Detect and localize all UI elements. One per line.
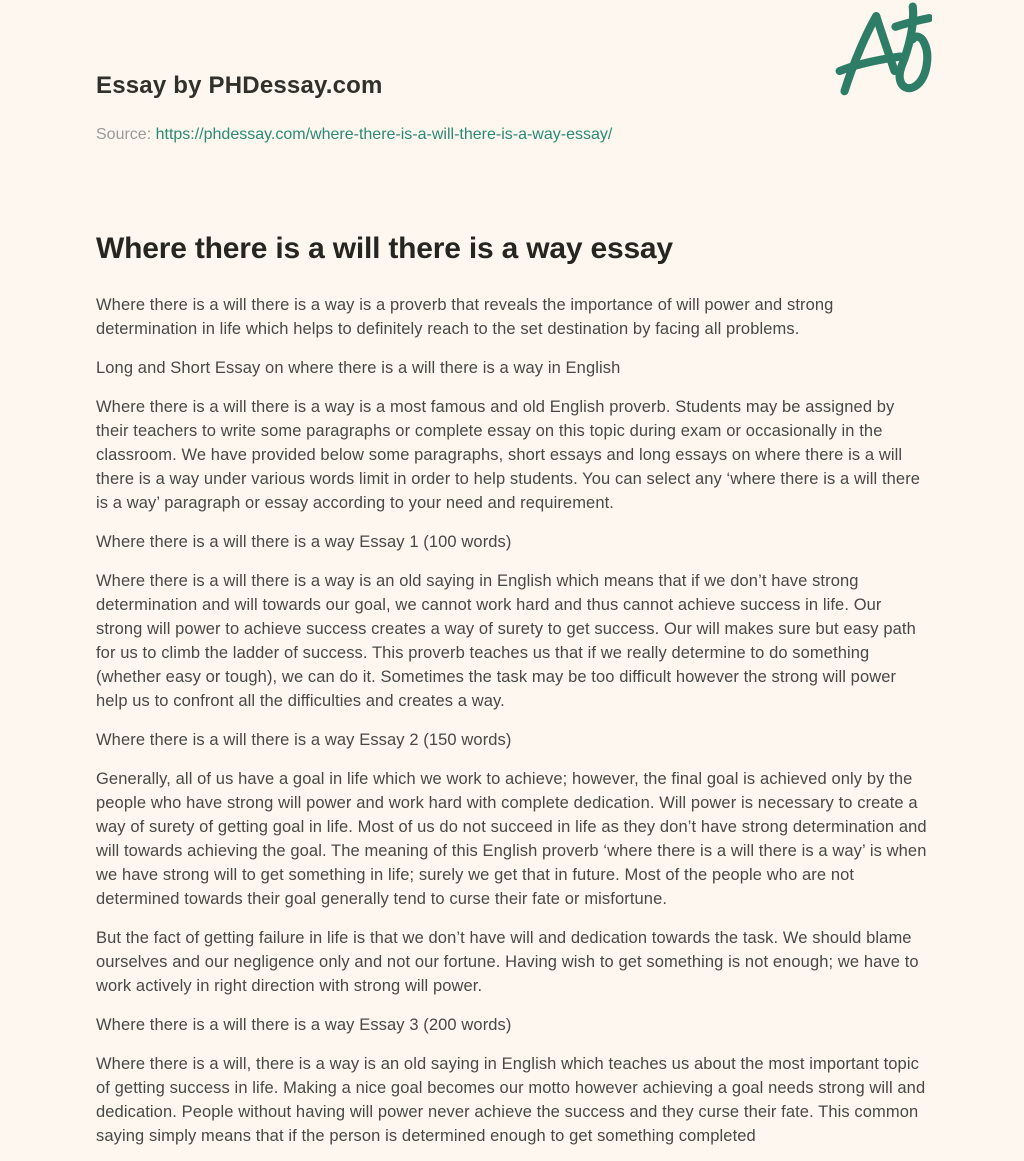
- article-paragraph: Where there is a will, there is a way is an old saying in English which teaches us about the most important topic of getting success in life. Making a nice goal becomes our motto however achieving a goal needs strong will and dedication. People without having will power never achieve the success and they curse their fate. This common saying simply means that if the person is determined enough to get something completed: [96, 1054, 926, 1145]
- doc-header-title: Essay by PHDessay.com: [96, 72, 383, 99]
- article-paragraph: Where there is a will there is a way Essay 1 (100 words): [96, 532, 512, 551]
- source-line: [96, 125, 928, 144]
- article-paragraph: But the fact of getting failure in life is that we don’t have will and dedication towards the task. We should blame ourselves and our negligence only and not our fortune. Having wish to get something is not enough; we have to work actively in right direction with strong will power.: [96, 928, 919, 995]
- article-paragraph: Where there is a will there is a way is a most famous and old English proverb. Students may be assigned by their teachers to write some paragraphs or complete essay on this topic during exam or occasionally in the classroom. We have provided below some paragraphs, short essays and long essays on where there is a will there is a way under various words limit in order to help students. You can select any ‘where there is a will there is a way’ paragraph or essay according to your need and requirement.: [96, 397, 921, 512]
- article-paragraph: Long and Short Essay on where there is a will there is a way in English: [96, 358, 621, 377]
- essay-page: [96, 0, 928, 1148]
- phdessay-aplus-logo-icon: [832, 0, 932, 98]
- source-label: Source:: [96, 125, 152, 143]
- source-link[interactable]: https://phdessay.com/where-there-is-a-will-there-is-a-way-essay/: [155, 125, 613, 143]
- article-body: [96, 293, 928, 1148]
- article-title: Where there is a will there is a way essay: [96, 231, 673, 265]
- article-paragraph: Where there is a will there is a way is a proverb that reveals the importance of will power and strong determination in life which helps to definitely reach to the set destination by facing all problems.: [96, 295, 834, 338]
- doc-header: [96, 72, 928, 144]
- article-paragraph: Where there is a will there is a way is an old saying in English which means that if we don’t have strong determination and will towards our goal, we cannot work hard and thus cannot achieve success in life. Our strong will power to achieve success creates a way of surety to get success. Our will makes sure but easy path for us to climb the ladder of success. This proverb teaches us that if we really determine to do something (whether easy or tough), we can do it. Sometimes the task may be too difficult however the strong will power help us to confront all the difficulties and creates a way.: [96, 571, 916, 710]
- article-paragraph: Generally, all of us have a goal in life which we work to achieve; however, the final goal is achieved only by the people who have strong will power and work hard with complete dedication. Will power is necessary to create a way of surety of getting goal in life. Most of us do not succeed in life as they don’t have strong determination and will towards achieving the goal. The meaning of this English proverb ‘where there is a will there is a way’ is when we have strong will to get something in life; surely we get that in future. Most of the people who are not determined towards their goal generally tend to curse their fate or misfortune.: [96, 769, 927, 908]
- article-paragraph: Where there is a will there is a way Essay 3 (200 words): [96, 1015, 512, 1034]
- article-paragraph: Where there is a will there is a way Essay 2 (150 words): [96, 730, 512, 749]
